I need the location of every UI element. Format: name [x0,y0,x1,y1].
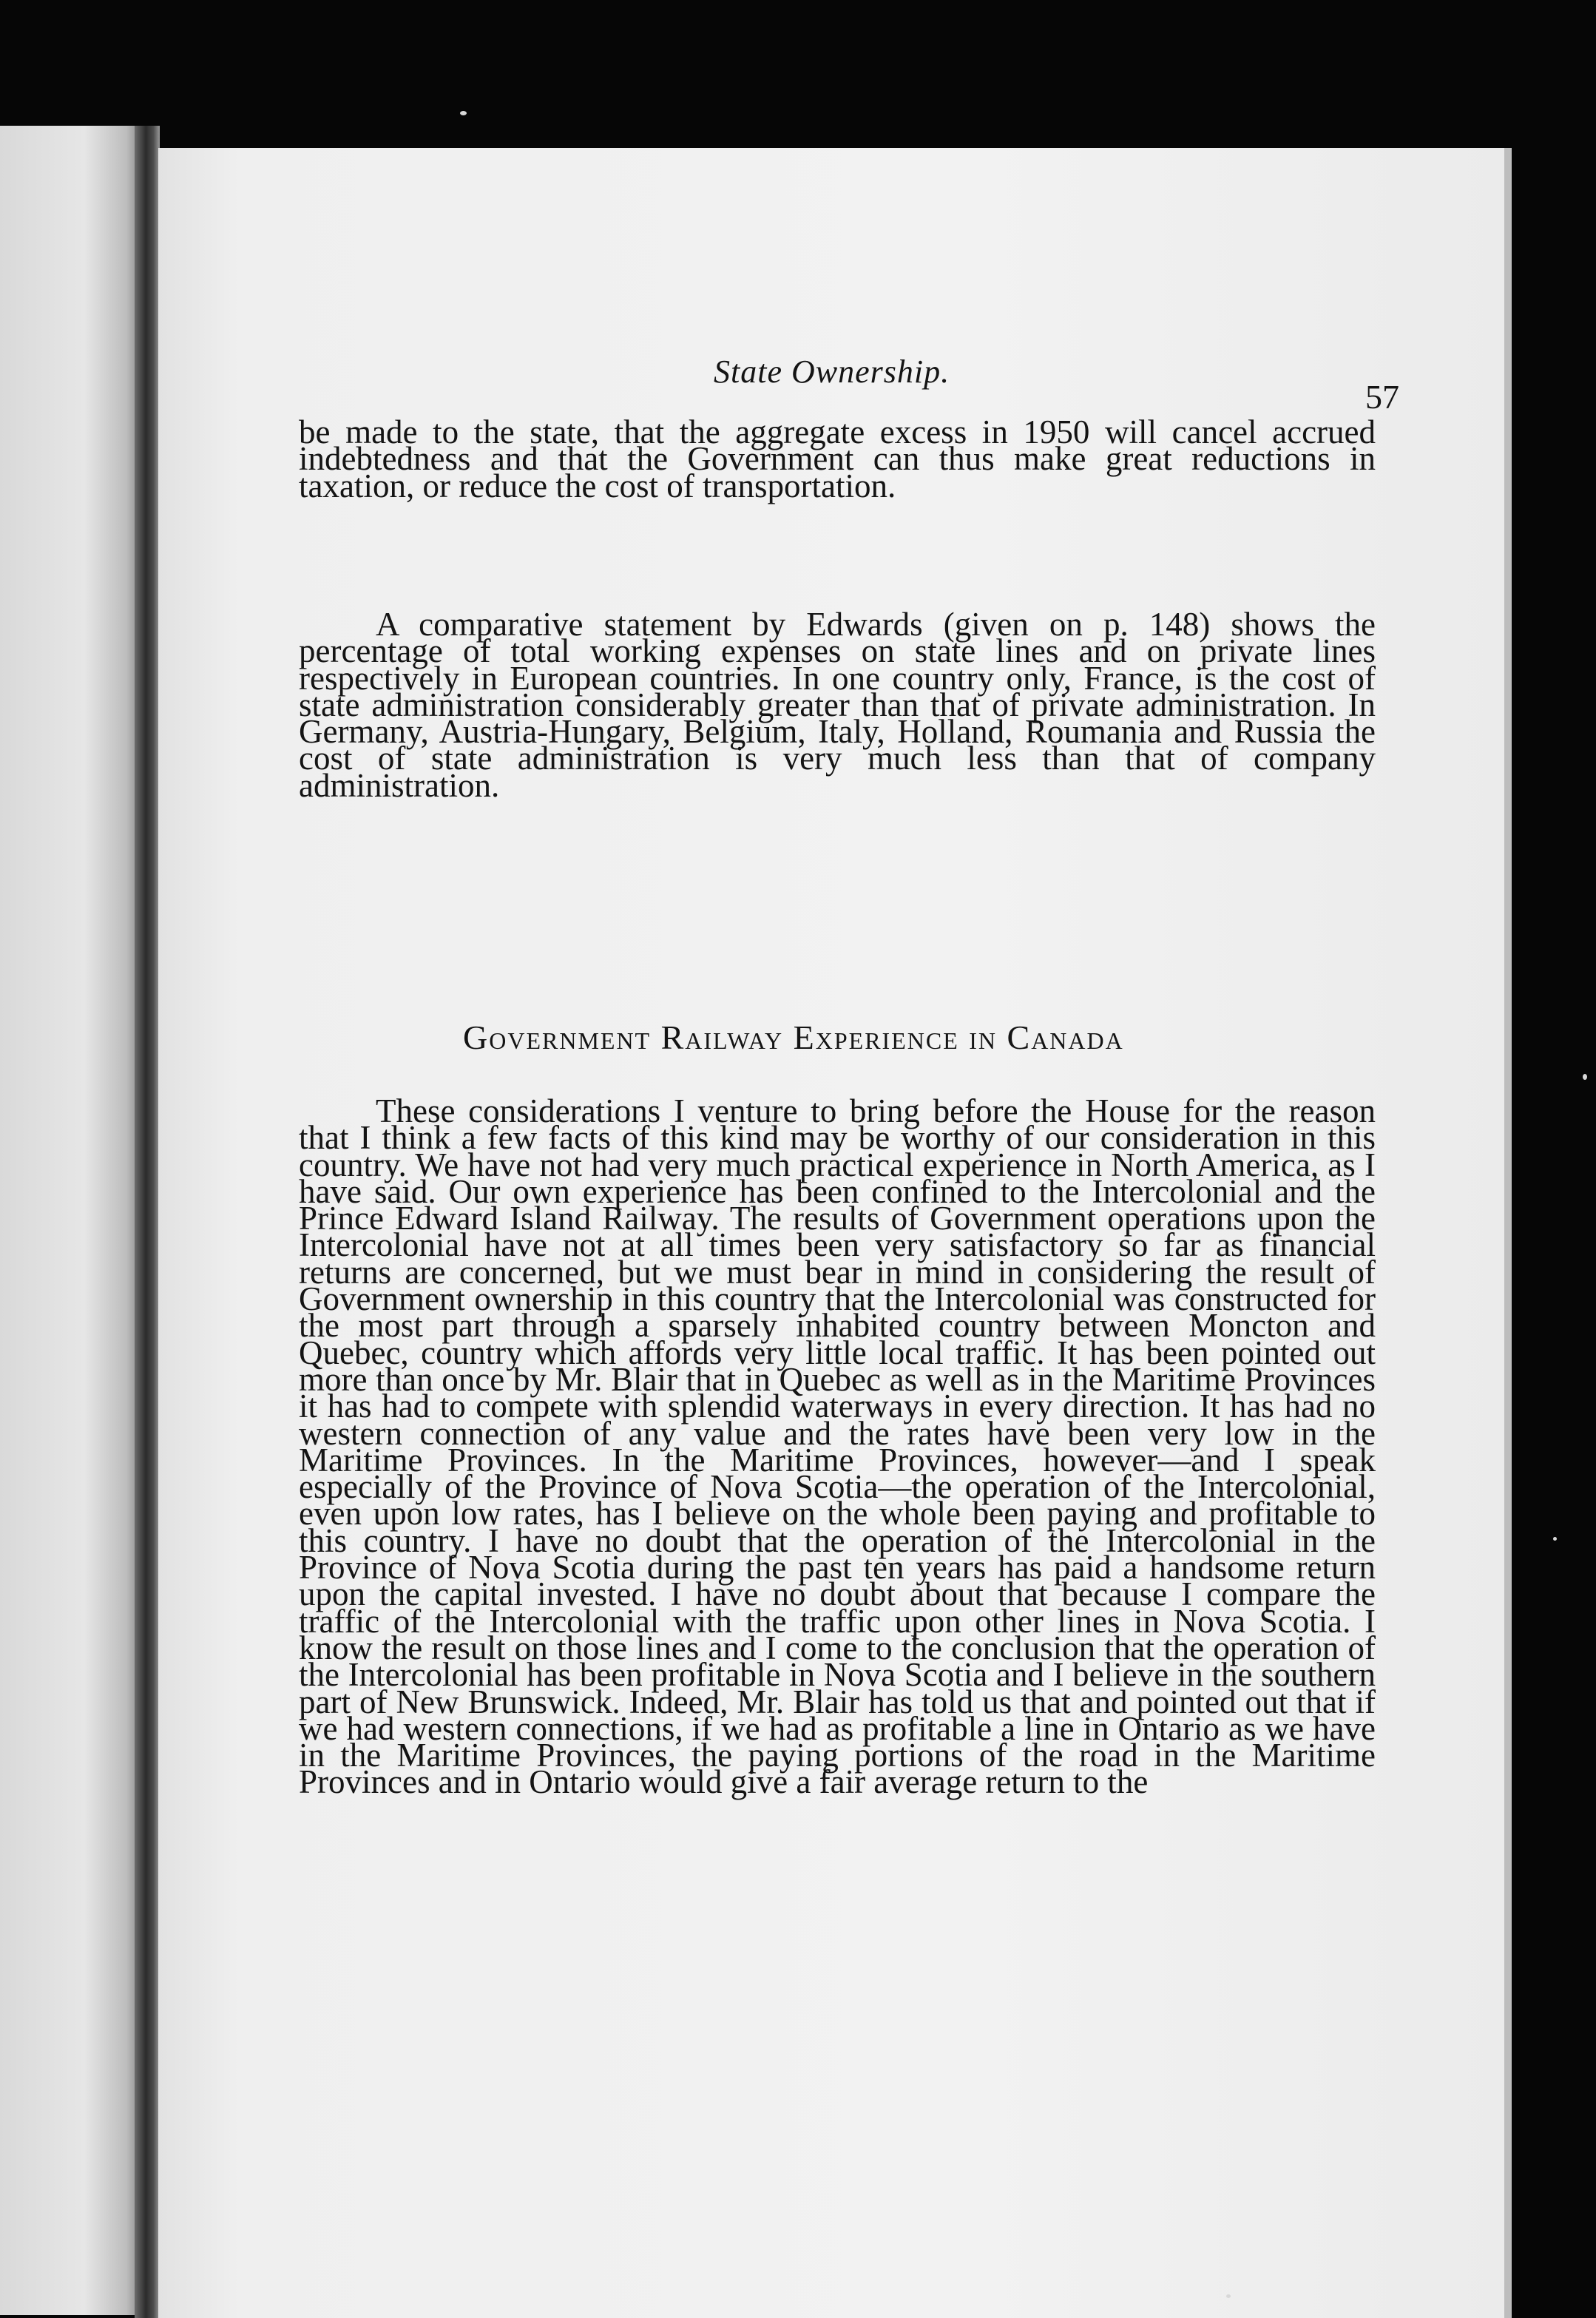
dust-speck [1226,2294,1231,2298]
dust-speck [460,111,467,115]
page-number: 57 [1365,378,1399,416]
paragraph-comparative-statement: A comparative statement by Edwards (given on p. 148) shows the percentage of total working expenses on state lines and on private lines respectively in European countries. In one country only, France, is the cost of state administration considerably greater than that of private administration. In Germany, Austria-Hungary, Belgium, Italy, Holland, Roumania and Russia the cost of state administration is very much less than that of company administration. [299,606,1376,804]
section-heading: Government Railway Experience in Canada [463,1018,1124,1056]
running-head: State Ownership. [714,354,950,390]
left-page-edge [0,126,141,2315]
paragraph-continuation: be made to the state, that the aggregate excess in 1950 will cancel accrued indebtedness and that the Government can thus make great reductions in taxation, or reduce the cost of transportation. [299,413,1376,504]
paragraph-government-railway: These considerations I venture to bring before the House for the reason that I think a few facts of this kind may be worthy of our consideration in this country. We have not had very much practical experience in North America, as I have said. Our own experience has been confined to the Intercolonial and the Prince Edward Island Railway. The results of Government operations upon the Intercolonial have not at all times been very satisfactory so far as financial returns are concerned, but we must bear in mind in considering the result of Government ownership in this country that the Intercolonial was constructed for the most part through a sparsely inhabited country between Moncton and Quebec, country which affords very little local traffic. It has been pointed out more than once by Mr. Blair that in Quebec as well as in the Maritime Provinces it has had to compete with splendid waterways in every direction. It has had no western connection of any value and the rates have been very low in the Maritime Provinces. In the Maritime Provinces, however—and I speak especially of the Province of Nova Scotia—the operation of the Intercolonial, even upon low rates, has I believe on the whole been paying and profitable to this country. I have no doubt that the operation of the Intercolonial in the Province of Nova Scotia during the past ten years has paid a handsome return upon the capital invested. I have no doubt about that because I compare the traffic of the Intercolonial with the traffic upon other lines in Nova Scotia. I know the result on those lines and I come to the conclusion that the operation of the Intercolonial has been profitable in Nova Scotia and I believe in the southern part of New Brunswick. Indeed, Mr. Blair has told us that and pointed out that if we had western connections, if we had as profitable a line in Ontario as we have in the Maritime Provinces, the paying portions of the road in the Maritime Provinces and in Ontario would give a fair average return to the [299,1092,1376,1801]
right-page-edge [1504,148,1512,2318]
dust-speck [1553,1537,1557,1541]
book-binding-edge [135,126,160,2318]
dust-speck [1583,1074,1587,1080]
